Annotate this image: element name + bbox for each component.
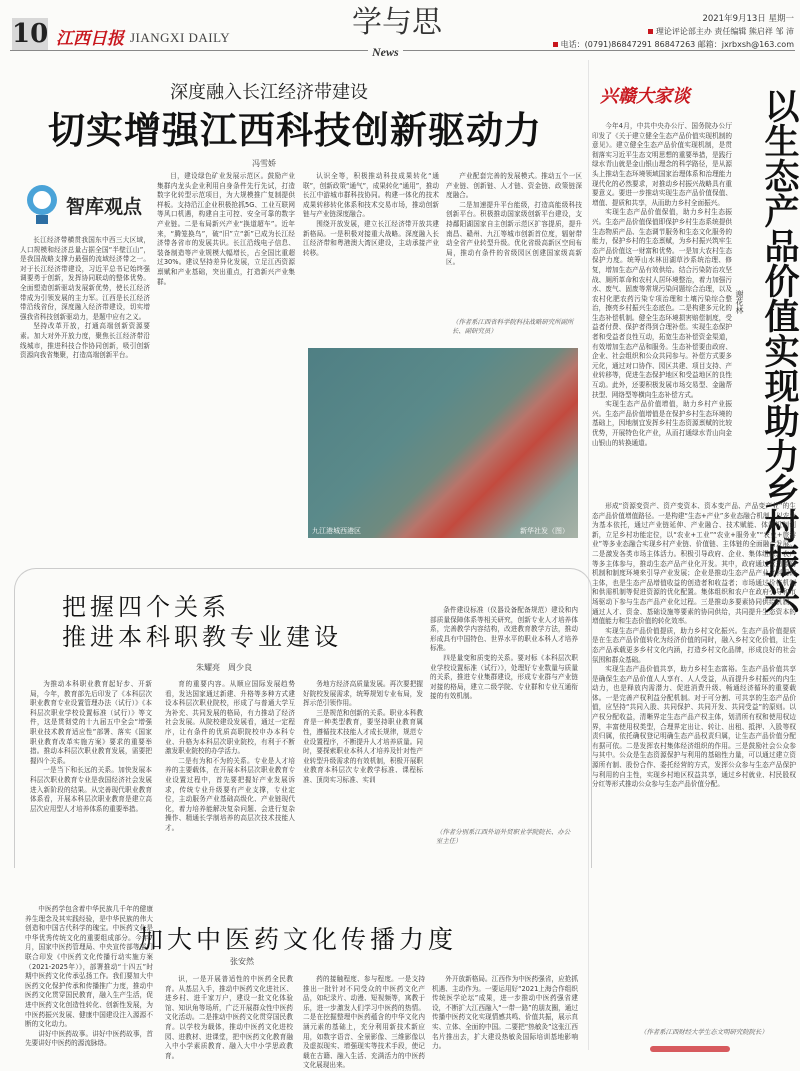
contact-text: 电话：(0791)86847291 86847263 邮箱：jxrbxsh@163.com [560, 40, 794, 49]
editors-text: 理论评论部主办 责任编辑 熊启祥 邹 沛 [655, 27, 794, 36]
article-column-4 [430, 606, 578, 824]
xinggan-column-logo [600, 80, 715, 108]
paragraph: 产业配套完善的发展模式。推动五个一区产业链、创新链、人才链、资金链、政策链深度融合。 [446, 172, 582, 200]
paragraph: 外开放新格局。江西作为中医药强省，应抢抓机遇、主动作为。一要运用好“2021上海合作组织传统医学论坛”成果，进一步推动中医药强省建设，不断扩大江西融入“一带一路”的朋友圈，通过传播中医药文化实现情感共鸣、价值共振，展示真实、立体、全面的中国。二要把“热敏灸”这张江西名片推出去，扩大建设热敏灸国际培训基地影响力。 [432, 975, 578, 1051]
article-authors: 朱耀亮 周少良 [196, 663, 252, 672]
article-column-1 [25, 905, 153, 1059]
paragraph: 目，建设绿色矿业发展示范区。鼓励产业集群内龙头企业利用自身条件先行先试，打造数字化转型示范项目，为大规模推广复制提供样板。支持沿江企业积极抢抓5G、工业互联网等风口机遇，构建自主可控、安全可靠的数字产业链。二是布局新兴产业“换道超车”。近年来，“腾笼换鸟”，破“旧”立“新”已成为长江经济带各省市的发展共识。长江沿线电子信息、装备制造等产业规模大幅增长，占全国比重超过30%。建议坚持差异化发展，立足江西资源禀赋和产业基础，突出重点，打造新兴产业集群。 [157, 172, 295, 286]
article-column-3 [303, 172, 439, 343]
article-column-3 [303, 680, 423, 855]
sidebar-headline: 以生态产品价值实现助力乡村振兴 [759, 88, 800, 613]
photo-credit: 新华社发（图） [520, 527, 569, 535]
paragraph: 药的接触程度、参与程度。一是支持推出一批针对不同受众的中医药文化产品，如纪录片、动漫、短视频等，寓教于乐，进一步激发人们学习中医药的热情。二是在挖掘整理中医药蕴含的中华文化内涵元素的基础上，充分利用新技术新应用，如数字语音、全景影像、三维影像以及虚拟现实、增强现实等技术手段，使记载在古籍、融入生活、充满活力的中医药文化展现出来。 [303, 975, 425, 1070]
article-column-2 [165, 975, 293, 1059]
sidebar-author: 谢花林 [735, 290, 744, 314]
paragraph: 育的重要内容。从顺应国际发展趋势看，发达国家通过新建、升格等多种方式建设本科层次职业院校，形成了与普通大学互为补充、共同发展的格局，有力推动了经济社会发展。从院校建设发展看，通过一定程序，让有条件的优质高职院校申办本科专业、升格为本科层次职业院校，有利于不断激发职业院校的办学活力。 [165, 680, 295, 756]
paragraph: 实现生态产品价值保值，助力乡村生态振兴。生态产品价值保值即保护乡村生态系统提供生态物质产品、生态调节服务和生态文化服务的能力，保护乡村的生态禀赋，为乡村振兴筑牢生态产品价值这一财富和优势。一是加大农村生态保护力度。统筹山水林田湖草沙系统治理、修复，增加生态产品有效供给。结合污染防治攻坚战、厕所革命和农村人居环境整治，着力加强污水、废气、固废等常规污染问题综合治理，以及农村化肥农药污染专项治理和土壤污染综合整治，擦亮乡村振兴生态底色。二是构建多元化的生态补偿机制。健全生态环境损害赔偿制度，受益者付费、保护者得到合理补偿。实现生态保护者和受益者良性互动，拓宽生态补偿资金渠道，有效增加生态产品和服务。生态补偿要由政府、企业、社会组织和公众共同参与。补偿方式要多元化，通过对口协作、园区共建、项目支持、产业转移等，促进生态保护地区和受益地区的良性互动。此外，还要积极发展市场交易型、金融帮扶型、网络型等横向生态补偿方式。 [592, 208, 732, 399]
article-column-1 [20, 236, 150, 556]
bullet-icon [553, 42, 558, 47]
paragraph: 三是规范和创新的关系。职业本科教育是一种类型教育，要坚持职业教育属性，遵循技术技能人才成长规律，规范专业设置程序，不断提升人才培养质量。同时，要探索职业本科人才培养及针对性产业转型升级需求的有效机制，积极开展职业教育本科层次专业教学标准、课程标准、顶岗实习标准、实训 [303, 708, 423, 784]
article-author: 张安然 [230, 957, 254, 966]
paragraph: 认识全等，积极推动科技成果转化“通联”，创新政策“通气”，成果转化“通用”，推动长江中游城市群科技协同。构建一体化的技术成果转移转化体系和技术交易市场，推动创新链与产业链深度融合。 [303, 172, 439, 219]
article-author: 冯雪娇 [252, 159, 276, 168]
paragraph: 坚持改革开放，打通高端创新资源要素。加大对外开放力度，聚焦长江经济带沿线城市，推进科技合作协同创新，吸引创新资源向我省集聚，打造高端创新平台。 [20, 322, 150, 360]
headline-line-2: 推进本科职教专业建设 [62, 623, 342, 651]
port-photo [308, 348, 578, 538]
paragraph: 实现生态产品价值提质，助力乡村文化振兴。生态产品价值提质是在生态产品价值转化为经济价值的同时，融入乡村文化价值，让生态产品承载更多乡村文化内涵，打造乡村文化品牌，形成良好的社会氛围和群众基础。 [592, 626, 796, 664]
paragraph: 一是当下和长远的关系。加快发展本科层次职业教育专业是我国经济社会发展进入新阶段的结果。从完善现代职业教育体系看，开展本科层次职业教育是建立高层次应用型人才培养体系的重要举措。 [30, 766, 152, 813]
column-logo-text: 兴赣大家谈 [600, 86, 690, 107]
sidebar-author-note: （作者系江西财经大学生态文明研究院院长） [640, 1028, 768, 1036]
newspaper-logo: 江西日报 [56, 29, 124, 49]
editors-line [648, 26, 794, 37]
section-subtitle: News [368, 46, 403, 58]
contact-line [553, 39, 794, 50]
article-column-1 [30, 680, 152, 855]
paragraph: 实现生态产品价值共享，助力乡村生态富裕。生态产品价值共享是确保生态产品价值人人享有、人人受益，从而提升乡村振兴的内生动力，也是释放内需潜力、促进消费升级、畅通经济循环的重要载体。一是完善产权利益分配机制。对于可分割、可共享的生态产品价值，应坚持“共同入股、共同保护、共同开发、共同受益”的原则。以产权分配收益，清晰界定生态产品产权主体，划清所有权和使用权边界，丰富使用权类型，合理界定出让、转让、出租、抵押、入股等权责归属，依托确权登记明确生态产品权责归属，让生态产品价值分配有据可依。二是发挥农村集体经济组织的作用。三是鼓励社会公众参与其中。公众是生态资源保护与利用的基础性力量，可以通过建立资源所有制、股份合作、委托经营的方式，发挥公众参与生态产品保护与利用的自主性，实现乡村地区权益共享，通过乡村就业、村民股权分红等形式推动公众参与生态产品价值分配。 [592, 665, 796, 789]
think-tank-column-logo [22, 180, 142, 230]
article-column-2 [165, 680, 295, 855]
paragraph: 中医药学包含着中华民族几千年的健康养生理念及其实践经验，是中华民族的伟大创造和中国古代科学的瑰宝。中医药文化是中华优秀传统文化的重要组成部分。今年7月，国家中医药管理局、中央宣传部等部门联合印发《中医药文化传播行动实施方案（2021-2025年）》，部署推动“十四五”时期中医药文化传承弘扬工作。我们要加大中医药文化保护传承和传播推广力度，推动中医药文化贯穿国民教育，融入生产生活，促进中医药文化创造性转化、创新性发展，为中医药振兴发展、健康中国建设注入源源不断的文化动力。 [25, 905, 153, 1029]
paragraph: 四是量变和质变的关系。要对标《本科层次职业学校设置标准（试行）》，处理好专业数量与质量的关系，推进专业集群建设，形成专业群与产业链对接的格局，建立二级学院、专业群和专业互通衔接的有效机制。 [430, 653, 578, 701]
red-stamp [650, 1046, 730, 1052]
paragraph: 实现生态产品价值增值，助力乡村产业振兴。生态产品价值增值是在保护乡村生态环境的基础上，因地制宜发挥乡村生态资源禀赋的比较优势，开展特色化产业，从而打通绿水青山向金山银山的转换通道。 [592, 400, 732, 447]
author-note: （作者分别系江西外语外贸职业学院院长、办公室主任） [436, 828, 571, 845]
paragraph: 形成“资源变资产、资产变资本、资本变产品、产品变产业”的生态产品价值增值路径。一是构建“生态+产业”多业态融合机制。以农业为基本依托，通过产业链延伸、产业融合、技术赋能、体制机制创新，立足乡村功能定位，以“农业+工业”“农业+服务业”“农业+旅游业”等多业态融合实现乡村产业链、价值链、主体链的全面融合发展。二是激发各类市场主体活力。积极引导政府、企业、集体组织、农户等多主体参与，推动生态产品产业化开发。其中，政府通过营造激励机制和制度环境来引导产业发展；企业是推动生态产品产业化利用的主体，也是生态产品增值收益的创造者和收益者；市场通过价格机制和供需机制等促进资源的优化配置。集体组织和农户在政府引导和市场驱动下参与生态产品产业化过程。三是推动多要素协同供给机制。通过人才、资金、基础设施等要素的协同供给，共同提升生态资本的增值能力和生态价值的转化效率。 [592, 502, 796, 626]
article-column-4 [432, 975, 578, 1059]
page-number: 10 [12, 19, 49, 49]
paragraph: 条件建设标准（仪器设备配备规范）建设和内部质量保障体系等相关研究，创新专业人才培养体系，完善教学内容结构，改进教育教学方法，推动形成具有中国特色、世界水平的职业本科人才培养标准。 [430, 606, 578, 653]
article-column-4 [446, 172, 582, 316]
paragraph: 二是加速提升平台能级，打造高能级科技创新平台。积极推动国家级创新平台建设，支持鄱阳湖国家自主创新示范区扩容提质，提升南昌、赣州、九江等城市创新首位度，辐射带动全省产业转型升级。优化省级高新区空间布局，推动有条件的省级园区创建国家级高新区。 [446, 200, 582, 267]
article-column-2 [157, 172, 295, 556]
headline-line-1: 把握四个关系 [62, 593, 230, 621]
article-headline [62, 592, 342, 652]
sidebar-column-2 [592, 502, 796, 1022]
newspaper-name-en: JIANGXI DAILY [130, 30, 231, 45]
paragraph: 为推动本科职业教育起好步、开新局，今年，教育部先后印发了《本科层次职业教育专业设置管理办法（试行）》《本科层次职业学校设置标准（试行）》等文件，这是贯彻党的十九届五中全会“增强职业技术教育适应性”部署、落实《国家职业教育改革实施方案》要求的重要举措。推动本科层次职业教育发展，需要把握四个关系。 [30, 680, 152, 765]
paragraph: 围绕开放发展，建立长江经济带开放共建新格局。一是积极对接重大战略。深度融入长江经济带和粤港澳大湾区建设，主动承接产业转移。 [303, 219, 439, 257]
paragraph: 二是有为和不为的关系。专业是人才培养的主要载体，在开展本科层次职业教育专业设置过程中，首先要把握好产业发展诉求，传统专业升级要有产业支撑，专业定位，主动服务产业基础高级化、产业链现代化，着力培养能解决复杂问题、会进行复杂操作、精通长学制培养的高层次技术技能人才。 [165, 756, 295, 832]
paragraph: 讲好中医药故事。讲好中医药故事，首先要讲好中医药的源流脉络。 [25, 1029, 153, 1048]
article-kicker: 深度融入长江经济带建设 [170, 82, 368, 103]
paragraph: 识，一是开展普适性的中医药全民教育。从基层入手，推动中医药文化进社区、进乡村、进千家万户，建设一批文化体验馆、知识角等场所，广泛开展群众性中医药文化活动。二是推动中医药文化贯穿国民教育。以学校为载体，推动中医药文化进校园、进教材、进课堂，把中医药文化教育融入中小学素质教育、融入大中小学思政教育。 [165, 975, 293, 1060]
paragraph: 务地方经济高质量发展。再次要把握好院校发展需求，统筹规划专业布局，发挥示范引领作用。 [303, 680, 423, 708]
paragraph: 今年4月，中共中央办公厅、国务院办公厅印发了《关于建立健全生态产品价值实现机制的意见》。建立健全生态产品价值实现机制，是贯彻落实习近平生态文明思想的重要举措，是践行绿水青山就是金山银山理念的科学路径，是从源头上推动生态环境领域国家治理体系和治理能力现代化的必然要求，对推动乡村振兴战略具有重要意义。要进一步推动实现生态产品价值保值、增值、提质和共享，从而助力乡村全面振兴。 [592, 122, 732, 207]
column-divider [588, 60, 589, 1050]
author-note: （作者系江西省科学院科技战略研究所副所长、副研究员） [452, 318, 574, 335]
article-column-3 [303, 975, 425, 1070]
column-logo-text: 智库观点 [66, 196, 143, 218]
sidebar-column-1 [592, 122, 732, 500]
paragraph: 长江经济带横贯我国东中西三大区域，人口规模和经济总量占据全国“半壁江山”，是我国战略支撑力最强的流域经济带之一。对于长江经济带建设，习近平总书记始终强调要勇于创新，发挥协同联动的整体优势。全面塑造创新驱动发展新优势，使长江经济带成为引领发展的主力军。江西是长江经济带沿线省份，深度融入经济带建设，切实增强我省科技创新驱动力，是题中应有之义。 [20, 236, 150, 321]
article-headline: 加大中医药文化传播力度 [138, 925, 458, 954]
section-title: 学与思 [352, 5, 442, 40]
lightbulb-icon [22, 182, 62, 228]
photo-caption: 九江港城西港区 [312, 527, 361, 535]
article-headline: 切实增强江西科技创新驱动力 [48, 109, 542, 152]
issue-date: 2021年9月13日 星期一 [702, 14, 794, 24]
bullet-icon [648, 29, 653, 34]
